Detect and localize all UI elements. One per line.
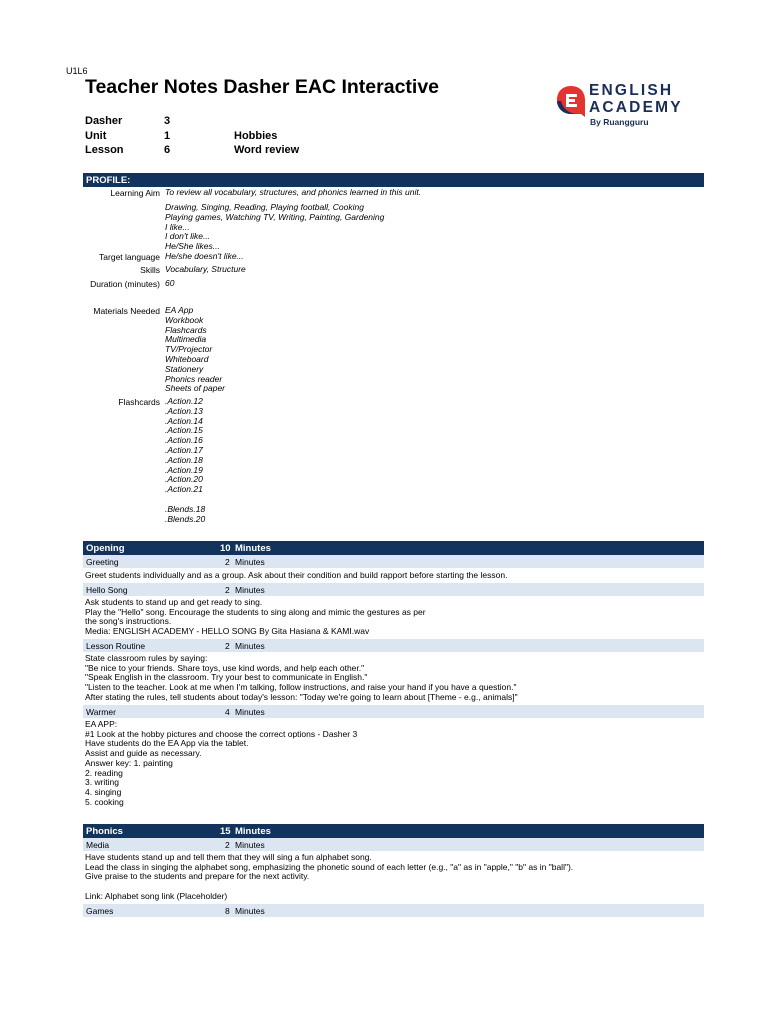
- text-line: Assist and guide as necessary.: [85, 748, 202, 759]
- text-line: the song's instructions.: [85, 616, 172, 627]
- material-item: Stationery: [165, 363, 204, 374]
- skills-label: Skills: [140, 265, 160, 275]
- materials-list: [165, 306, 225, 394]
- text-line: Answer key: 1. painting: [85, 757, 173, 768]
- material-item: Sheets of paper: [165, 383, 226, 394]
- materials-label: Materials Needed: [93, 306, 160, 316]
- section-title: Phonics: [86, 825, 123, 837]
- flashcard-item: .Action.17: [165, 444, 203, 455]
- activity-minutes-number: 2: [225, 556, 230, 567]
- lesson-routine-header: [83, 639, 704, 652]
- text-line: 3. writing: [85, 777, 120, 788]
- meta-label: Dasher: [85, 115, 123, 127]
- text-line: Lead the class in singing the alphabet song, emphasizing the phonetic sound of each letter (e.g., "a" as in "apple," "b" as in "ball").: [85, 861, 574, 872]
- meta-value: 3: [164, 115, 171, 127]
- flashcards-list: [165, 397, 205, 524]
- text-line: Media: ENGLISH ACADEMY - HELLO SONG By Gita Hasiana & KAMI.wav: [85, 626, 370, 637]
- activity-minutes-label: Minutes: [235, 584, 265, 595]
- activity-minutes-number: 8: [225, 905, 230, 916]
- activity-minutes-number: 2: [225, 839, 230, 850]
- meta-extra: Word review: [234, 144, 300, 156]
- logo-text-academy: ACADEMY: [589, 99, 683, 116]
- activity-minutes-label: Minutes: [235, 905, 265, 916]
- activity-minutes-label: Minutes: [235, 640, 265, 651]
- opening-header: [83, 541, 704, 555]
- greeting-header: [83, 555, 704, 568]
- text-line: Have students do the EA App via the tablet.: [85, 738, 249, 749]
- material-item: Workbook: [165, 314, 204, 325]
- text-line: "Be nice to your friends. Share toys, use kind words, and help each other.": [85, 662, 365, 673]
- target-language-line: He/She likes...: [165, 241, 220, 252]
- learning-aim-value: To review all vocabulary, structures, and phonics learned in this unit.: [165, 187, 422, 197]
- activity-minutes-number: 2: [225, 584, 230, 595]
- profile-header: [83, 173, 704, 187]
- text-line: 5. cooking: [85, 796, 124, 807]
- flashcard-item: .Action.18: [165, 454, 203, 465]
- lesson-routine-text: [85, 654, 518, 703]
- material-item: Whiteboard: [165, 353, 209, 364]
- logo-text-english: ENGLISH: [589, 82, 674, 99]
- lesson-code: U1L6: [66, 66, 88, 76]
- activity-title: Hello Song: [86, 584, 128, 595]
- text-line: #1 Look at the hobby pictures and choose the correct options - Dasher 3: [85, 728, 358, 739]
- flashcard-item: .Action.13: [165, 405, 203, 416]
- flashcard-item: .Action.19: [165, 464, 203, 475]
- activity-title: Games: [86, 905, 114, 916]
- section-minutes-label: Minutes: [235, 825, 271, 837]
- target-language-list: [165, 203, 384, 262]
- flashcard-item: .Action.15: [165, 425, 203, 436]
- duration-value: 60: [165, 278, 175, 288]
- text-line: 4. singing: [85, 786, 122, 797]
- section-title: Opening: [86, 542, 125, 554]
- text-line: "Speak English in the classroom. Try your best to communicate in English.": [85, 672, 368, 683]
- text-line: Give praise to the students and prepare for the next activity.: [85, 871, 310, 882]
- duration-label: Duration (minutes): [90, 279, 160, 289]
- meta-extra: Hobbies: [234, 129, 278, 142]
- speech-bubble-logo-icon: [555, 84, 587, 118]
- flashcard-item: .Action.14: [165, 415, 203, 426]
- text-line: After stating the rules, tell students about today's lesson: "Today we're going to learn about [Theme - e.g., animals]": [85, 691, 518, 702]
- text-line: State classroom rules by saying:: [85, 653, 208, 663]
- meta-value: 1: [164, 129, 171, 142]
- section-minutes-label: Minutes: [235, 542, 271, 554]
- target-language-line: He/she doesn't like...: [165, 250, 244, 261]
- text-line: "Listen to the teacher. Look at me when I'm talking, follow instructions, and raise your hand if you have a question.": [85, 682, 517, 693]
- flashcard-item: .Action.16: [165, 435, 203, 446]
- activity-minutes-label: Minutes: [235, 556, 265, 567]
- flashcard-item: .Blends.18: [165, 503, 206, 514]
- flashcard-item: .Action.21: [165, 484, 203, 495]
- target-language-line: Drawing, Singing, Reading, Playing football, Cooking: [165, 202, 364, 212]
- target-language-line: Playing games, Watching TV, Writing, Painting, Gardening: [165, 211, 385, 222]
- page-title: Teacher Notes Dasher EAC Interactive: [85, 76, 440, 98]
- target-language-line: I like...: [165, 221, 190, 232]
- material-item: Multimedia: [165, 334, 207, 345]
- material-item: EA App: [165, 305, 194, 315]
- section-minutes-number: 10: [220, 542, 231, 554]
- activity-minutes-label: Minutes: [235, 839, 265, 850]
- hello-song-text: [85, 598, 426, 637]
- logo-text-byline: By Ruangguru: [590, 117, 649, 127]
- greeting-text: [85, 571, 507, 581]
- section-minutes-number: 15: [220, 825, 231, 837]
- media-text: [85, 853, 573, 902]
- games-header: [83, 904, 704, 917]
- activity-title: Greeting: [86, 556, 119, 567]
- warmer-header: [83, 705, 704, 718]
- activity-minutes-number: 4: [225, 706, 230, 717]
- text-line: EA APP:: [85, 719, 118, 729]
- text-line: Link: Alphabet song link (Placeholder): [85, 890, 228, 901]
- material-item: Phonics reader: [165, 373, 223, 384]
- hello-song-header: [83, 583, 704, 596]
- activity-minutes-number: 2: [225, 640, 230, 651]
- media-header: [83, 838, 704, 851]
- material-item: TV/Projector: [165, 344, 213, 355]
- skills-value: Vocabulary, Structure: [165, 264, 246, 274]
- english-academy-logo: [555, 80, 705, 130]
- activity-title: Warmer: [86, 706, 116, 717]
- material-item: Flashcards: [165, 324, 207, 335]
- activity-title: Lesson Routine: [86, 640, 146, 651]
- activity-minutes-label: Minutes: [235, 706, 265, 717]
- target-language-label: Target language: [99, 252, 160, 262]
- flashcards-label: Flashcards: [118, 397, 160, 407]
- text-line: Greet students individually and as a group. Ask about their condition and build rapport before starting the lesson.: [85, 570, 508, 580]
- text-line: Have students stand up and tell them that they will sing a fun alphabet song.: [85, 852, 372, 862]
- activity-title: Media: [86, 839, 110, 850]
- text-line: Play the "Hello" song. Encourage the students to sing along and mimic the gestures as per: [85, 606, 426, 617]
- meta-label: Unit: [85, 129, 107, 142]
- text-line: Ask students to stand up and get ready to sing.: [85, 597, 263, 607]
- meta-value: 6: [164, 144, 171, 156]
- phonics-header: [83, 824, 704, 838]
- text-line: 2. reading: [85, 767, 123, 778]
- flashcard-item: .Action.20: [165, 474, 203, 485]
- profile-heading: PROFILE:: [86, 174, 131, 186]
- flashcard-item: .Action.12: [165, 396, 203, 406]
- warmer-text: [85, 720, 357, 807]
- meta-label: Lesson: [85, 144, 124, 156]
- learning-aim-label: Learning Aim: [110, 188, 160, 198]
- flashcard-item: .Blends.20: [165, 513, 206, 524]
- target-language-line: I don't like...: [165, 231, 211, 242]
